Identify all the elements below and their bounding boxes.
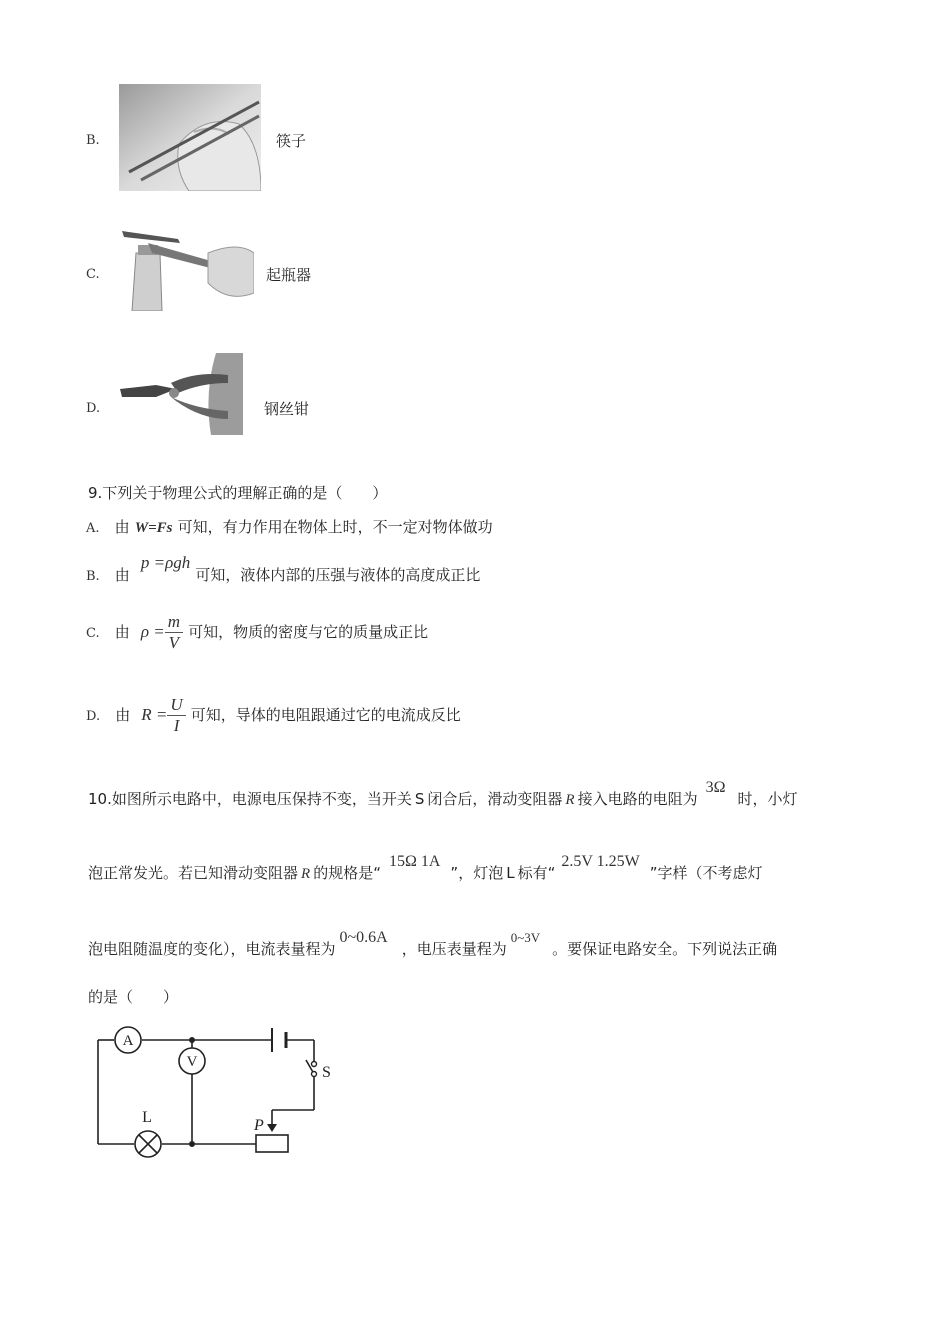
circuit-diagram bbox=[90, 1018, 340, 1163]
question-10-line-2 bbox=[88, 853, 763, 883]
lamp-label: L bbox=[142, 1109, 152, 1126]
option-letter: A. bbox=[86, 521, 100, 536]
question-10-line-1 bbox=[88, 779, 798, 809]
ammeter-range: 0~0.6A bbox=[339, 929, 388, 946]
text: 。要保证电路安全。下列说法正确 bbox=[552, 940, 778, 958]
text: 的规格是“ bbox=[313, 864, 381, 882]
slider-arrow bbox=[267, 1124, 277, 1132]
lamp-spec: 2.5V 1.25W bbox=[561, 853, 640, 870]
question-10-number: 10. bbox=[88, 790, 112, 808]
text: 泡电阻随温度的变化），电流表量程为 bbox=[88, 940, 336, 958]
resistance-value: 3Ω bbox=[705, 779, 726, 796]
formula-density-fraction bbox=[165, 612, 183, 653]
option-pre: 由 bbox=[115, 706, 131, 724]
text: ，电压表量程为 bbox=[401, 940, 507, 958]
text: ”，灯泡 bbox=[450, 864, 504, 882]
lamp-symbol: L bbox=[506, 864, 515, 882]
formula-pressure: p =ρgh bbox=[140, 553, 191, 572]
question-9-stem bbox=[88, 482, 387, 503]
option-pre: 由 bbox=[114, 623, 130, 641]
fraction-denominator: I bbox=[173, 716, 180, 735]
option-c-letter: C. bbox=[86, 267, 100, 282]
option-pre: 由 bbox=[114, 566, 130, 584]
text: 泡正常发光。若已知滑动变阻器 bbox=[88, 864, 299, 882]
question-9-option-a bbox=[86, 516, 493, 537]
question-9-option-c bbox=[86, 612, 428, 653]
option-text: 可知，液体内部的压强与液体的高度成正比 bbox=[195, 566, 481, 584]
chopsticks-photo bbox=[119, 84, 261, 191]
option-pre: 由 bbox=[114, 518, 130, 536]
option-text: 可知，有力作用在物体上时，不一定对物体做功 bbox=[177, 518, 493, 536]
option-d-letter: D. bbox=[86, 401, 101, 416]
switch-label: S bbox=[322, 1064, 331, 1081]
ammeter-label: A bbox=[122, 1033, 134, 1049]
text: 标有“ bbox=[517, 864, 556, 882]
switch-symbol: S bbox=[414, 790, 425, 808]
question-9-option-b bbox=[86, 553, 481, 585]
option-b-letter: B. bbox=[86, 133, 100, 148]
pliers-photo bbox=[116, 353, 243, 435]
resistor-symbol: R bbox=[301, 866, 311, 882]
option-text: 可知，物质的密度与它的质量成正比 bbox=[188, 623, 429, 641]
text: 接入电路的电阻为 bbox=[577, 790, 698, 808]
text: 时，小灯 bbox=[737, 790, 798, 808]
formula-work: W=Fs bbox=[134, 520, 173, 536]
fraction-numerator: m bbox=[165, 612, 183, 633]
option-d-label: 钢丝钳 bbox=[264, 400, 310, 418]
rheostat bbox=[256, 1135, 288, 1152]
option-c-label: 起瓶器 bbox=[266, 266, 312, 284]
question-9-text: 下列关于物理公式的理解正确的是（ ） bbox=[102, 484, 388, 502]
option-letter: D. bbox=[86, 709, 101, 724]
bottle-opener-photo bbox=[118, 223, 254, 311]
fraction-denominator: V bbox=[168, 633, 180, 652]
voltmeter-label: V bbox=[186, 1054, 198, 1070]
text: 如图所示电路中，电源电压保持不变，当开关 bbox=[111, 790, 412, 808]
formula-resistance-lhs: R = bbox=[141, 705, 168, 724]
voltmeter-range: 0~3V bbox=[510, 930, 541, 945]
slider-label: P bbox=[254, 1117, 264, 1134]
option-b-label: 筷子 bbox=[276, 132, 307, 150]
question-10-line-4: 的是（ ） bbox=[88, 988, 179, 1006]
question-9-option-d bbox=[86, 695, 461, 736]
fraction-numerator: U bbox=[167, 695, 185, 716]
option-letter: B. bbox=[86, 569, 100, 584]
text: 闭合后，滑动变阻器 bbox=[427, 790, 563, 808]
option-text: 可知，导体的电阻跟通过它的电流成反比 bbox=[190, 706, 461, 724]
question-9-number: 9. bbox=[88, 484, 103, 502]
resistor-symbol: R bbox=[565, 792, 575, 808]
rheostat-spec: 15Ω 1A bbox=[388, 853, 441, 870]
option-letter: C. bbox=[86, 626, 100, 641]
formula-resistance-fraction bbox=[167, 695, 185, 736]
text: ”字样（不考虑灯 bbox=[649, 864, 763, 882]
formula-density-lhs: ρ = bbox=[140, 622, 165, 641]
